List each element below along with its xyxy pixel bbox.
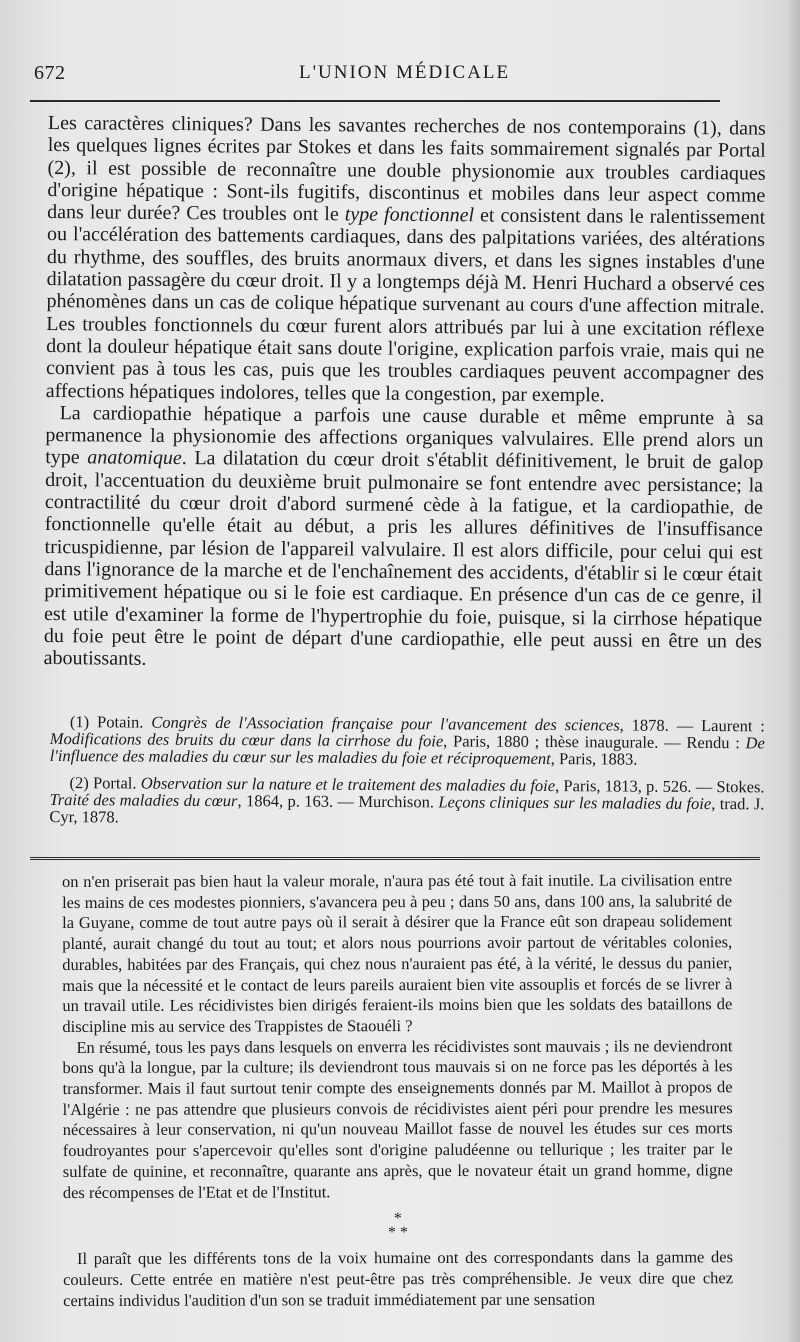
footnotes xyxy=(49,713,765,839)
article-paragraph xyxy=(44,402,764,675)
feuilleton-separator-rule xyxy=(30,857,760,860)
article-body xyxy=(44,112,766,675)
asterism xyxy=(63,1211,733,1241)
page-header xyxy=(34,62,764,92)
italic-run: Congrès de l'Association française pour l'avancement des sciences xyxy=(151,712,620,735)
feuilleton-section xyxy=(62,870,733,1311)
text-run: La cardiopathie hépatique a parfois une cause durable et même emprunte à sa permanence la physionomie des affections organiques valvulaires. Elle prend alors un type xyxy=(45,401,764,469)
page-edge-shadow xyxy=(786,0,800,1342)
text-run: (2) Portal. xyxy=(69,772,141,793)
italic-run: Modifications des bruits du cœur dans la cirrhose du foie xyxy=(49,729,444,751)
text-run: , 1864, p. 163. — Murchison. xyxy=(237,790,439,812)
feuilleton-paragraph: on n'en priserait pas bien haut la valeur morale, n'aura pas été tout à fait inutile. La civilisation entre les mains de ces modestes pionniers, s'avancera peu à peu ; dans 50 ans, dans 100 ans, la salubrité de la Guyane, comme de tout autre pays où il serait à désirer que la France eût son drapeau solidement planté, aurait changé du tout au tout; et alors nous pourrions avoir partout de véritables colonies, durables, habitées par des Français, qui chez nous n'auraient pas été, à la vérité, le dessus du panier, mais que la nécessité et le contact de leurs pareils auraient bien vite assouplis et forcés de se livrer à un travail utile. Les récidivistes bien dirigés feraient-ils moins bien que les soldats des bataillons de discipline mis au service des Trappistes de Staouéli ? xyxy=(62,870,733,1036)
page-number: 672 xyxy=(34,62,66,84)
text-run: , trad. J. Cyr, 1878. xyxy=(49,793,765,827)
text-run: et consistent dans le ralentissement ou l'accélération des battements cardiaques, dans des palpitations variées, des altérations du rhythme, des souffles, des bruits anormaux divers, et dans les signes instables d'une dilatation passagère du cœur droit. Il y a longtemps déjà M. Henri Huchard a observé ces phénomènes dans un cas de colique hépatique survenant au cours d'une affection mitrale. Les troubles fonctionnels du cœur furent alors attribués par lui à une excitation réflexe dont la douleur hépatique était sans doute l'origine, explication parfois vraie, mais qui ne convient pas à tous les cas, puis que les troubles cardiaques peuvent accompagner des affections hépatiques indolores, telles que la congestion, par exemple. xyxy=(45,204,766,406)
italic-run: anatomique xyxy=(87,446,182,470)
italic-run: De l'influence des maladies du cœur sur les maladies du foie et réciproquement xyxy=(49,733,765,769)
italic-run: Observation sur la nature et le traitement des maladies du foie xyxy=(140,773,556,795)
text-run: . La dilatation du cœur droit s'établit définitivement, le bruit de galop droit, l'accentuation du deuxième bruit pulmonaire se font entendre avec persistance; la contractilité du cœur droit d'abord surmené cède à la fatigue, et la cardiopathie, de fonctionnelle qu'elle était au début, a pris les allures définitives de l'insuffisance tricuspidienne, par lésion de l'appareil valvulaire. Il est alors difficile, pour celui qui est dans l'ignorance de la marche et de l'enchaînement des accidents, d'établir si le cœur était primitivement hépatique ou si le foie est cardiaque. En présence d'un cas de ce genre, il est utile d'examiner la forme de l'hypertrophie du foie, puisque, si la cirrhose hépatique du foie peut être le point de départ d'une cardiopathie, elle peut aussi en être un des aboutissants. xyxy=(43,447,764,670)
text-run: (1) Potain. xyxy=(69,712,152,732)
header-rule xyxy=(30,100,720,102)
feuilleton-paragraph: Il paraît que les différents tons de la voix humaine ont des correspondants dans la gamme des couleurs. Cette entrée en matière n'est peut-être pas très compréhensible. Je veux dire que chez certains individus l'audition d'un son se traduit immédiatement par une sensation xyxy=(63,1247,734,1310)
article-paragraph xyxy=(46,112,766,407)
italic-run: Leçons cliniques sur les maladies du foie xyxy=(438,792,712,813)
text-run: Les caractères cliniques? Dans les savantes recherches de nos contemporains (1), dans les quelques lignes écrites par Stokes et dans les faits sommairement signalés par Portal (2), il est possible de reconnaître une double physionomie aux troubles cardiaques d'origine hépatique : Sont-ils fugitifs, discontinus et mobiles dans leur aspect comme dans leur durée? Ces troubles ont le xyxy=(47,112,766,226)
asterism-top: * xyxy=(393,1210,402,1228)
text-run: , 1878. — Laurent : xyxy=(619,715,765,736)
text-run: , Paris, 1880 ; thèse inaugurale. — Rendu : xyxy=(443,731,746,753)
running-title: L'UNION MÉDICALE xyxy=(299,62,511,83)
footnote xyxy=(50,713,765,769)
asterism-bottom: * * xyxy=(387,1224,408,1242)
italic-run: type fonctionnel xyxy=(344,203,475,227)
text-run: , Paris, 1883. xyxy=(550,749,638,769)
text-run: , Paris, 1813, p. 526. — Stokes. xyxy=(555,775,765,796)
feuilleton-paragraph: En résumé, tous les pays dans lesquels on enverra les récidivistes sont mauvais ; ils ne deviendront bons qu'à la longue, par la culture; ils deviendront tous mauvais si on ne force pas les déportés à les transformer. Mais il faut surtout tenir compte des enseignements donnés par M. Maillot à propos de l'Algérie : ne pas attendre que plusieurs convois de récidivistes aient péri pour prendre les mesures nécessaires à leur conservation, ni qu'un nouveau Maillot fasse de nouvel les études sur ces morts foudroyantes pour s'apercevoir qu'elles sont d'origine paludéenne ou tellurique ; les traiter par le sulfate de quinine, et reconnaître, quarante ans après, que le novateur était un grand homme, digne des récompenses de l'Etat et de l'Institut. xyxy=(62,1035,733,1202)
footnote xyxy=(49,774,764,830)
italic-run: Traité des maladies du cœur xyxy=(49,789,238,810)
